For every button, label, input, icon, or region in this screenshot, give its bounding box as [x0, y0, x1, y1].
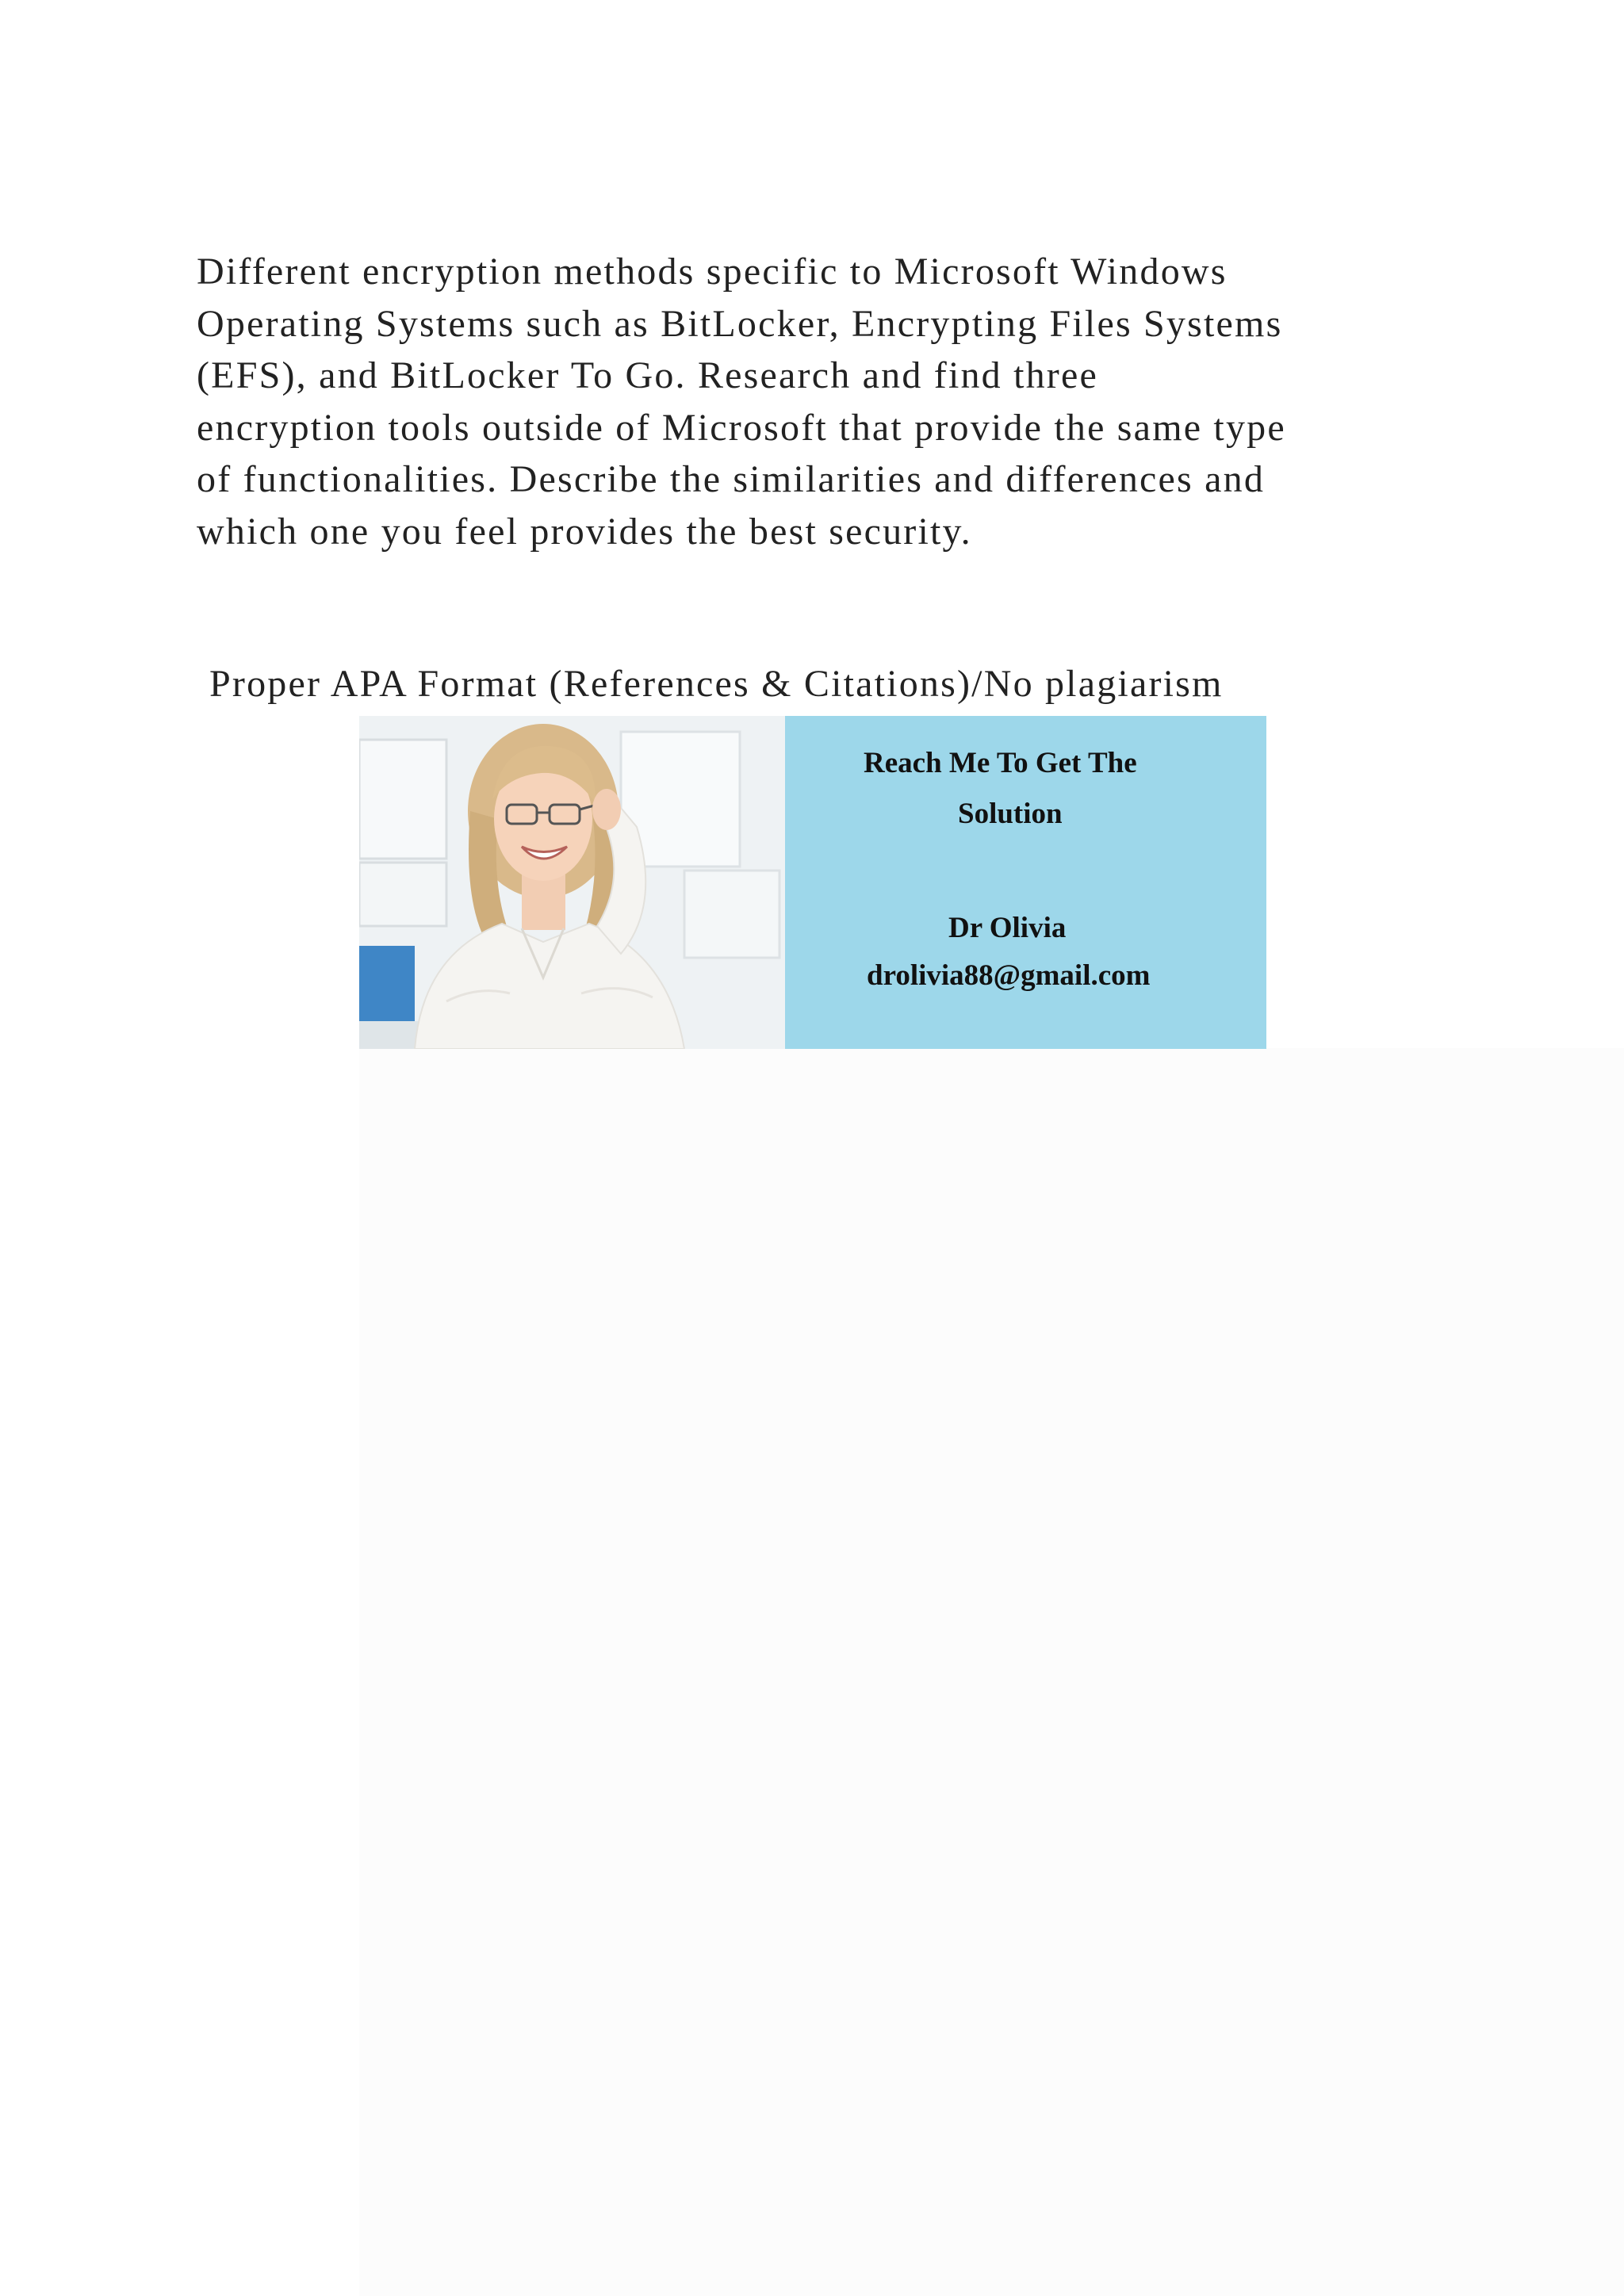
- contact-email: drolivia88@gmail.com: [867, 959, 1151, 992]
- paragraph-line: encryption tools outside of Microsoft that provide the same type: [197, 406, 1286, 449]
- page-background-shade: [359, 1048, 1624, 2296]
- woman-photo: [359, 716, 785, 1049]
- contact-panel: [785, 716, 1266, 1049]
- assignment-paragraph: [197, 246, 1513, 557]
- contact-heading-line1: Reach Me To Get The: [864, 747, 1137, 779]
- format-requirement: Proper APA Format (References & Citations)/No plagiarism: [209, 663, 1224, 705]
- paragraph-line: Operating Systems such as BitLocker, Encrypting Files Systems: [197, 302, 1283, 345]
- paragraph-line: of functionalities. Describe the similarities and differences and: [197, 458, 1266, 500]
- contact-heading-line2: Solution: [958, 798, 1063, 830]
- contact-banner: [359, 716, 1266, 1049]
- paragraph-line: which one you feel provides the best security.: [197, 510, 972, 553]
- woman-photo-illustration: [359, 716, 785, 1049]
- paragraph-line: Different encryption methods specific to Microsoft Windows: [197, 251, 1228, 293]
- contact-name: Dr Olivia: [948, 912, 1067, 944]
- paragraph-line: (EFS), and BitLocker To Go. Research and find three: [197, 354, 1099, 396]
